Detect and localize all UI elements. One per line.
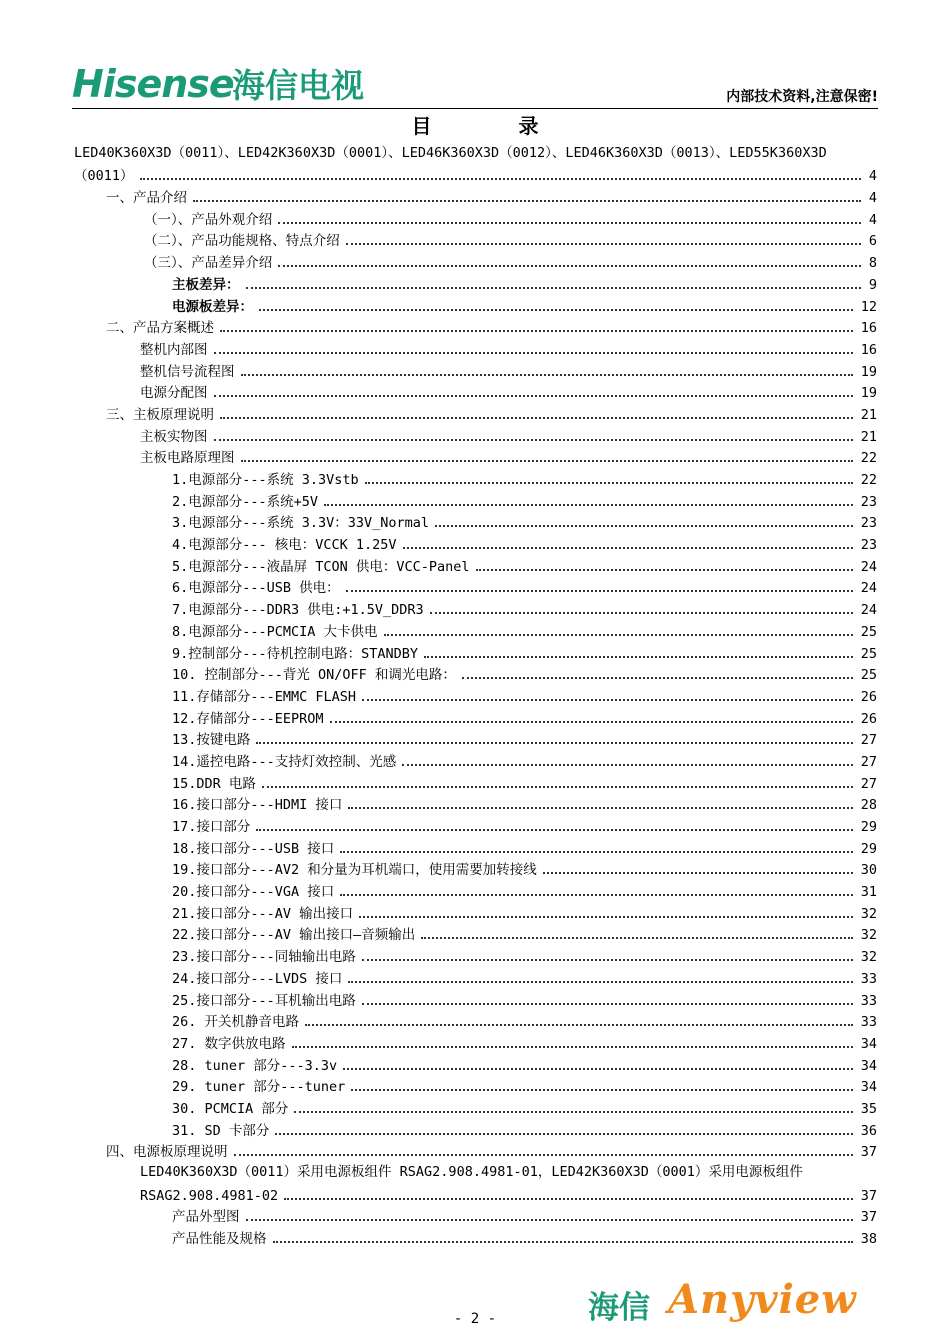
toc-entry[interactable] [74, 1225, 877, 1247]
toc-entry[interactable] [74, 770, 877, 792]
toc-entry-page: 19 [860, 363, 877, 380]
toc-entry-page: 25 [860, 645, 877, 662]
toc-entry-label: 15.DDR 电路 [172, 775, 256, 792]
toc-entry-page: 25 [860, 667, 877, 684]
toc-entry-label: 产品性能及规格 [172, 1231, 267, 1248]
toc-entry-label: 5.电源部分---液晶屏 TCON 供电：VCC-Panel [172, 558, 470, 575]
header-divider [72, 108, 878, 109]
toc-entry-label: 25.接口部分---耳机输出电路 [172, 992, 356, 1009]
dot-leader [220, 416, 853, 419]
toc-entry-label: 主板电路原理图 [140, 450, 235, 467]
toc-entry-page: 9 [868, 276, 877, 293]
toc-entry[interactable] [74, 618, 877, 640]
toc-entry-page: 36 [860, 1122, 877, 1139]
dot-leader [241, 459, 853, 462]
toc-entry-label: 6.电源部分---USB 供电： [172, 580, 340, 597]
toc-entry-label: 主板实物图 [140, 428, 208, 445]
dot-leader [330, 720, 853, 723]
toc-entry-page: 12 [860, 298, 877, 315]
dot-leader [262, 785, 853, 788]
hisense-tv-logo-cn: 海信电视 [232, 66, 364, 105]
toc-entry-label: 17.接口部分 [172, 819, 251, 835]
toc-entry-label: 二、产品方案概述 [106, 320, 214, 337]
toc-entry-label: 8.电源部分---PCMCIA 大卡供电 [172, 623, 378, 640]
toc-entry-label: 2.电源部分---系统+5V [172, 493, 319, 510]
toc-entry-page: 33 [860, 1014, 877, 1031]
toc-entry[interactable] [74, 401, 877, 423]
dot-leader [359, 915, 853, 918]
toc-entry[interactable] [74, 1139, 877, 1161]
dot-leader [140, 177, 861, 180]
toc-entry-label: 整机内部图 [140, 341, 208, 358]
toc-entry-label: 19.接口部分---AV2 和分量为耳机端口，使用需要加转接线 [172, 862, 537, 879]
toc-entry[interactable] [74, 445, 877, 467]
dot-leader [362, 698, 853, 701]
toc-entry-page: 26 [860, 710, 877, 727]
toc-entry-page: 27 [860, 775, 877, 792]
toc-entry[interactable] [74, 727, 877, 749]
toc-entry-page: 28 [860, 797, 877, 814]
dot-leader [348, 806, 852, 809]
toc-entry-label: 产品外型图 [172, 1209, 240, 1226]
toc-entry-page: 37 [860, 1144, 877, 1161]
toc-entry[interactable] [74, 835, 877, 857]
toc-entry-label: 10. 控制部分---背光 ON/OFF 和调光电路： [172, 667, 456, 684]
toc-entry[interactable] [74, 965, 877, 987]
dot-leader [256, 741, 852, 744]
toc-entry-label: 27. 数字供放电路 [172, 1035, 286, 1052]
toc-entry-page: 33 [860, 992, 877, 1009]
toc-entry-page: 32 [860, 905, 877, 922]
dot-leader [403, 546, 853, 549]
toc-entry-label: 13.按键电路 [172, 732, 251, 749]
toc-entry[interactable] [74, 575, 877, 597]
toc-entry-label: 24.接口部分---LVDS 接口 [172, 970, 343, 987]
dot-leader [362, 958, 853, 961]
toc-entry-page: 16 [860, 341, 877, 358]
toc-entry[interactable] [74, 249, 877, 271]
toc-main-entries [74, 184, 877, 1160]
dot-leader [241, 373, 853, 376]
toc-entry-label: 31. SD 卡部分 [172, 1122, 270, 1139]
toc-entry-page: 38 [860, 1231, 877, 1248]
toc-entry-page: 24 [860, 602, 877, 619]
dot-leader [348, 980, 852, 983]
toc-entry[interactable] [74, 900, 877, 922]
toc-entry-page: 32 [860, 949, 877, 966]
toc-entry[interactable] [74, 336, 877, 358]
toc-entry[interactable] [74, 878, 877, 900]
toc-entry[interactable] [74, 857, 877, 879]
toc-entry[interactable] [74, 510, 877, 532]
toc-entry-label: 12.存储部分---EEPROM [172, 710, 324, 727]
dot-leader [340, 850, 852, 853]
toc-entry-page: 32 [860, 927, 877, 944]
toc-entry-page: 31 [860, 884, 877, 901]
toc-entry-label: 30. PCMCIA 部分 [172, 1100, 289, 1117]
toc-entry[interactable] [74, 380, 877, 402]
toc-entry-label: 18.接口部分---USB 接口 [172, 840, 335, 857]
toc-entry-page: 30 [860, 862, 877, 879]
toc-entry-label: 20.接口部分---VGA 接口 [172, 884, 335, 901]
toc-entry-page: 34 [860, 1057, 877, 1074]
toc-entry-label: 22.接口部分---AV 输出接口—音频输出 [172, 927, 416, 944]
confidential-notice: 内部技术资料,注意保密! [726, 89, 878, 105]
toc-entry-label: 4.电源部分--- 核电：VCCK 1.25V [172, 537, 397, 554]
dot-leader [362, 1002, 853, 1005]
anyview-logo: Anyview [668, 1276, 857, 1323]
toc-entry[interactable] [74, 423, 877, 445]
toc-entry[interactable] [74, 792, 877, 814]
dot-leader [259, 308, 853, 311]
power-board-line-1: LED40K360X3D（0011）采用电源板组件 RSAG2.908.4981-01，LED42K360X3D（0001）采用电源板组件 [140, 1164, 803, 1181]
dot-leader [421, 936, 852, 939]
toc-entry[interactable] [74, 987, 877, 1009]
toc-entry-page: 29 [860, 819, 877, 835]
dot-leader [214, 351, 853, 354]
toc-entry-label: 3.电源部分---系统 3.3V：33V_Normal [172, 515, 430, 532]
dot-leader [294, 1110, 852, 1113]
toc-entry[interactable] [74, 1204, 877, 1226]
toc-entry[interactable] [74, 358, 877, 380]
toc-entry[interactable] [74, 293, 877, 315]
toc-entry-page: 16 [860, 320, 877, 337]
dot-leader [430, 611, 853, 614]
toc-entry-page: 24 [860, 580, 877, 597]
toc-entry-page: 34 [860, 1079, 877, 1096]
toc-entry-page: 21 [860, 406, 877, 423]
toc-entry[interactable] [74, 206, 877, 228]
dot-leader [214, 394, 853, 397]
dot-leader [284, 1197, 853, 1200]
toc-entry-label: 四、电源板原理说明 [106, 1144, 228, 1161]
toc-entry[interactable] [74, 662, 877, 684]
toc-entry-page: 34 [860, 1035, 877, 1052]
toc-title: 目 录 [411, 114, 539, 138]
models-line-1: LED40K360X3D（0011）、LED42K360X3D（0001）、LED46K360X3D（0012）、LED46K360X3D（0013）、LED55K360X3D [74, 145, 827, 161]
toc-entry-label: 一、产品介绍 [106, 190, 187, 207]
toc-entry-models[interactable] [74, 163, 877, 185]
toc-entry-label: 电源板差异： [172, 298, 253, 315]
toc-entry-page: 6 [868, 233, 877, 250]
toc-entry-page: 37 [860, 1209, 877, 1226]
toc-entry-label: 26. 开关机静音电路 [172, 1014, 300, 1031]
page-header [0, 0, 950, 110]
toc-entry[interactable] [74, 184, 877, 206]
toc-entry-label: （一）、产品外观介绍 [144, 211, 273, 228]
toc-entry-page: 27 [860, 732, 877, 749]
dot-leader [256, 828, 852, 831]
toc-entry[interactable] [74, 1052, 877, 1074]
dot-leader [234, 1153, 853, 1156]
toc-entry[interactable] [74, 705, 877, 727]
table-of-contents [74, 141, 877, 1247]
toc-entry-page: 23 [860, 515, 877, 532]
toc-entry-page: 25 [860, 623, 877, 640]
dot-leader [273, 1240, 853, 1243]
toc-entry[interactable] [74, 488, 877, 510]
toc-entry-page: 23 [860, 493, 877, 510]
toc-entry[interactable] [74, 1074, 877, 1096]
toc-entry-label: 14.遥控电路---支持灯效控制、光感 [172, 753, 397, 770]
toc-entry[interactable] [74, 640, 877, 662]
dot-leader [292, 1045, 853, 1048]
toc-entry-page: 35 [860, 1100, 877, 1117]
dot-leader [402, 763, 852, 766]
hisense-brand-cn: 海信 [588, 1290, 650, 1326]
toc-entry[interactable] [74, 922, 877, 944]
dot-leader [346, 242, 861, 245]
toc-entry-label: 电源分配图 [140, 385, 208, 402]
toc-entry[interactable] [74, 1095, 877, 1117]
toc-entry[interactable] [74, 531, 877, 553]
dot-leader [220, 329, 853, 332]
toc-entry[interactable] [74, 271, 877, 293]
toc-entry-page: 19 [860, 385, 877, 402]
toc-entry[interactable] [74, 1117, 877, 1139]
toc-entry-label: RSAG2.908.4981-02 [140, 1187, 279, 1204]
dot-leader [193, 199, 861, 202]
dot-leader [246, 1218, 853, 1221]
toc-entry-page: 26 [860, 688, 877, 705]
dot-leader [384, 633, 853, 636]
toc-entry-power-board[interactable] [74, 1182, 877, 1204]
toc-entry[interactable] [74, 553, 877, 575]
toc-entry-page: 23 [860, 537, 877, 554]
toc-entry-page: 33 [860, 970, 877, 987]
dot-leader [278, 221, 861, 224]
dot-leader [435, 524, 853, 527]
toc-entry-page: 8 [868, 255, 877, 272]
toc-entry-label: 整机信号流程图 [140, 363, 235, 380]
dot-leader [275, 1132, 852, 1135]
hisense-logo: Hisense [72, 62, 234, 106]
toc-entry-label: 16.接口部分---HDMI 接口 [172, 797, 343, 814]
toc-entry[interactable] [74, 1030, 877, 1052]
dot-leader [278, 264, 861, 267]
dot-leader [424, 655, 853, 658]
page-number: - 2 - [453, 1311, 497, 1327]
dot-leader [340, 893, 852, 896]
toc-entry-label: （三）、产品差异介绍 [144, 255, 273, 272]
toc-entry[interactable] [74, 943, 877, 965]
dot-leader [343, 1067, 853, 1070]
dot-leader [365, 481, 853, 484]
toc-entry[interactable] [74, 683, 877, 705]
toc-entry-page: 37 [860, 1187, 877, 1204]
toc-entry-label: （0011） [74, 168, 134, 185]
toc-entry-label: 28. tuner 部分---3.3v [172, 1057, 338, 1074]
toc-entry-label: 23.接口部分---同轴输出电路 [172, 949, 356, 966]
toc-entry-label: 21.接口部分---AV 输出接口 [172, 905, 354, 922]
toc-entry[interactable] [74, 228, 877, 250]
toc-entry-page: 24 [860, 558, 877, 575]
toc-tail-entries [74, 1204, 877, 1247]
toc-entry-page: 4 [868, 168, 877, 185]
toc-entry-label: 7.电源部分---DDR3 供电:+1.5V_DDR3 [172, 602, 424, 619]
toc-entry-page: 29 [860, 840, 877, 857]
dot-leader [476, 568, 853, 571]
dot-leader [214, 438, 853, 441]
toc-entry[interactable] [74, 596, 877, 618]
toc-entry-page: 4 [868, 190, 877, 207]
toc-entry-label: （二）、产品功能规格、特点介绍 [144, 233, 340, 250]
dot-leader [246, 286, 861, 289]
dot-leader [346, 589, 853, 592]
dot-leader [351, 1088, 852, 1091]
dot-leader [305, 1023, 853, 1026]
toc-entry-page: 4 [868, 211, 877, 228]
toc-entry-label: 9.控制部分---待机控制电路：STANDBY [172, 645, 419, 662]
toc-entry-page: 27 [860, 753, 877, 770]
toc-entry-label: 三、主板原理说明 [106, 406, 214, 423]
toc-entry-label: 29. tuner 部分---tuner [172, 1079, 346, 1096]
dot-leader [462, 676, 853, 679]
dot-leader [324, 503, 853, 506]
toc-entry-page: 22 [860, 472, 877, 488]
toc-entry[interactable] [74, 813, 877, 835]
toc-entry[interactable] [74, 748, 877, 770]
toc-entry-label: 11.存储部分---EMMC FLASH [172, 688, 357, 705]
toc-entry-page: 22 [860, 450, 877, 467]
toc-entry-label: 主板差异： [172, 276, 240, 293]
toc-entry-label: 1.电源部分---系统 3.3Vstb [172, 472, 359, 488]
dot-leader [543, 871, 853, 874]
toc-entry[interactable] [74, 315, 877, 337]
toc-entry-page: 21 [860, 428, 877, 445]
toc-entry[interactable] [74, 466, 877, 488]
toc-entry[interactable] [74, 1009, 877, 1031]
